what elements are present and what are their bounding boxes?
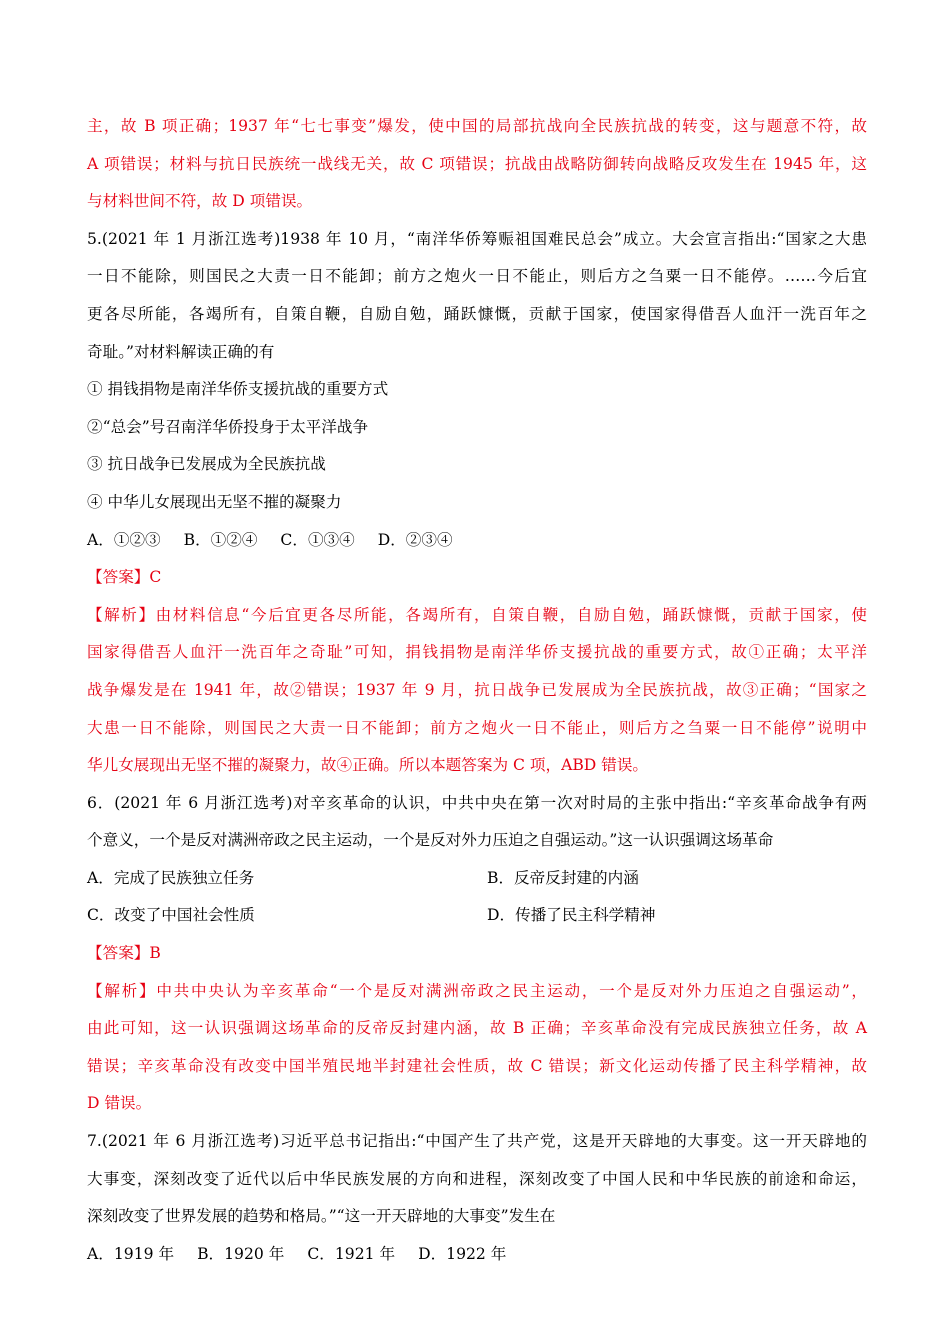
analysis-line xyxy=(87,597,867,635)
analysis-tag: 【解析】 xyxy=(87,605,156,624)
options-row xyxy=(87,860,867,898)
statement-item: ④ 中华儿女展现出无坚不摧的凝聚力 xyxy=(87,492,342,511)
question-stem-line: 更各尽所能，各竭所有，自策自鞭，自励自勉，踊跃慷慨，贡献于国家，使国家得借吾人血汗一洗百年之 xyxy=(87,304,867,323)
question-7 xyxy=(87,1123,867,1273)
option-d: D．传播了民主科学精神 xyxy=(487,906,656,925)
option-b: B．1920 年 xyxy=(197,1244,285,1263)
option-b: B．反帝反封建的内涵 xyxy=(487,868,639,887)
explanation-line: 主，故 B 项正确；1937 年“七七事变”爆发，使中国的局部抗战向全民族抗战的转变，这与题意不符，故 xyxy=(87,117,867,135)
analysis-tag: 【解析】 xyxy=(87,981,157,1000)
option-d: D．1922 年 xyxy=(418,1244,507,1263)
option-c: C．1921 年 xyxy=(307,1244,396,1263)
analysis-line xyxy=(87,973,867,1011)
answer: 【答案】C xyxy=(87,568,162,587)
option-d: D．②③④ xyxy=(377,530,453,549)
statement-item: ③ 抗日战争已发展成为全民族抗战 xyxy=(87,455,326,474)
analysis-text: 由材料信息“今后宜更各尽所能，各竭所有，自策自鞭，自励自勉，踊跃慷慨，贡献于国家，使 xyxy=(155,605,867,624)
option-c: C．①③④ xyxy=(280,530,355,549)
option-a: A．①②③ xyxy=(87,530,161,549)
option-a: A．1919 年 xyxy=(87,1244,175,1263)
options-row xyxy=(87,1236,867,1274)
answer: 【答案】B xyxy=(87,944,161,963)
question-stem-line: 深刻改变了世界发展的趋势和格局。”“这一开天辟地的大事变”发生在 xyxy=(87,1207,556,1226)
intro-explanation xyxy=(87,108,867,221)
analysis-line: 大患一日不能除，则国民之大责一日不能卸；前方之炮火一日不能止，则后方之刍粟一日不能停”说明中 xyxy=(87,718,867,737)
explanation-line: A 项错误；材料与抗日民族统一战线无关，故 C 项错误；抗战由战略防御转向战略反攻发生在 1945 年，这 xyxy=(87,154,867,173)
analysis-line: 由此可知，这一认识强调这场革命的反帝反封建内涵，故 B 正确；辛亥革命没有完成民族独立任务，故 A xyxy=(87,1019,867,1038)
question-stem-line: 6．(2021 年 6 月浙江选考)对辛亥革命的认识，中共中央在第一次对时局的主张中指出:“辛亥革命战争有两 xyxy=(87,793,867,812)
question-stem-line: 5.(2021 年 1 月浙江选考)1938 年 10 月，“南洋华侨筹赈祖国难民总会”成立。大会宣言指出:“国家之大患 xyxy=(87,229,867,248)
question-stem-line: 个意义，一个是反对满洲帝政之民主运动，一个是反对外力压迫之自强运动。”这一认识强调这场革命 xyxy=(87,831,774,850)
analysis-line: 华儿女展现出无坚不摧的凝聚力，故④正确。所以本题答案为 C 项，ABD 错误。 xyxy=(87,756,649,775)
question-6 xyxy=(87,785,867,1123)
analysis-line: D 错误。 xyxy=(87,1094,152,1113)
question-stem-line: 奇耻。”对材料解读正确的有 xyxy=(87,342,275,361)
statement-item: ① 捐钱捐物是南洋华侨支援抗战的重要方式 xyxy=(87,380,389,399)
analysis-line: 战争爆发是在 1941 年，故②错误；1937 年 9 月，抗日战争已发展成为全民族抗战，故③正确；“国家之 xyxy=(87,680,867,699)
option-a: A．完成了民族独立任务 xyxy=(87,868,255,887)
options-row xyxy=(87,897,867,935)
analysis-text: 中共中央认为辛亥革命“一个是反对满洲帝政之民主运动，一个是反对外力压迫之自强运动”， xyxy=(156,981,867,1000)
page-content xyxy=(87,108,867,1273)
question-stem-line: 7.(2021 年 6 月浙江选考)习近平总书记指出:“中国产生了共产党，这是开天辟地的大事变。这一开天辟地的 xyxy=(87,1132,867,1151)
question-stem-line: 一日不能除，则国民之大责一日不能卸；前方之炮火一日不能止，则后方之刍粟一日不能停。……今后宜 xyxy=(87,267,867,286)
explanation-line: 与材料世间不符，故 D 项错误。 xyxy=(87,192,313,211)
option-c: C．改变了中国社会性质 xyxy=(87,906,255,925)
options-row xyxy=(87,522,867,560)
option-b: B．①②④ xyxy=(183,530,258,549)
analysis-line: 错误；辛亥革命没有改变中国半殖民地半封建社会性质，故 C 错误；新文化运动传播了民主科学精神，故 xyxy=(87,1056,867,1075)
statement-item: ②“总会”号召南洋华侨投身于太平洋战争 xyxy=(87,417,369,436)
question-5 xyxy=(87,221,867,785)
analysis-line: 国家得借吾人血汗一洗百年之奇耻”可知，捐钱捐物是南洋华侨支援抗战的重要方式，故①正确；太平洋 xyxy=(87,643,867,662)
question-stem-line: 大事变，深刻改变了近代以后中华民族发展的方向和进程，深刻改变了中国人民和中华民族的前途和命运， xyxy=(87,1169,867,1188)
